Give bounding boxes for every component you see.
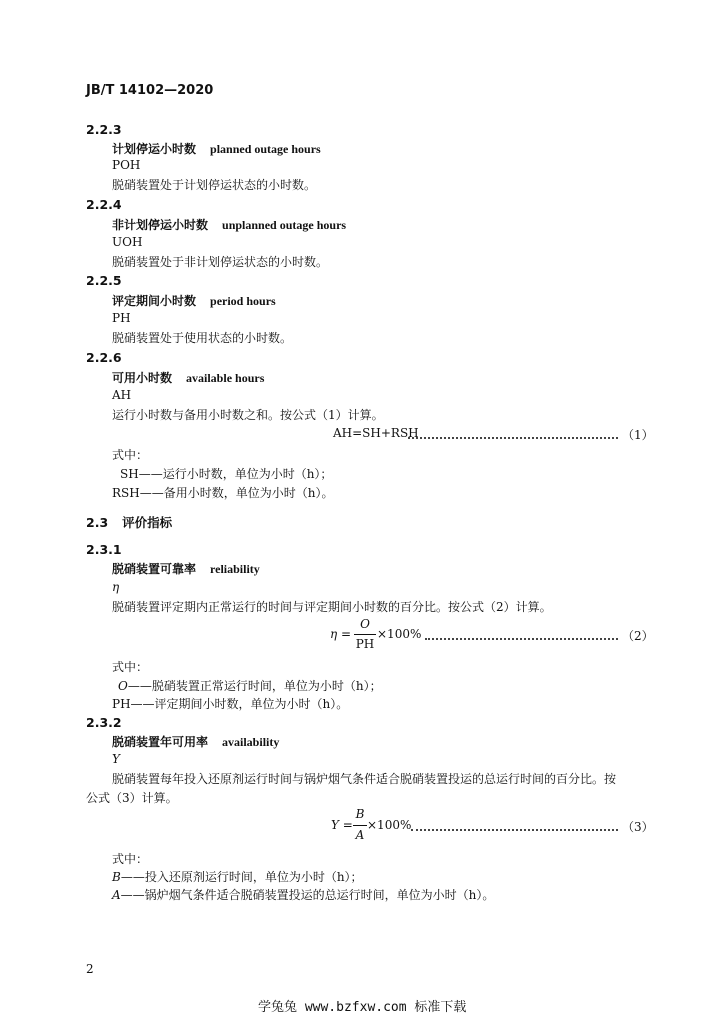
formula-rhs: ×100% [377,627,422,641]
term-en: available hours [186,371,265,385]
term-symbol: Y [112,752,120,766]
term-en: planned outage hours [210,142,321,156]
term-definition: 脱硝装置每年投入还原剂运行时间与锅炉烟气条件适合脱硝装置投运的总运行时间的百分比。按 [112,772,617,786]
formula-rhs: ×100% [367,818,412,832]
formula-denominator: PH [355,637,375,651]
fraction-bar [353,825,367,826]
term-cn: 可用小时数 [112,371,173,385]
section-number: 2.3 [86,515,109,530]
leader-dots [408,437,618,439]
term-abbreviation: UOH [112,235,143,249]
formula-denominator: A [355,828,365,842]
variable-definition [112,484,333,501]
formula-lhs: η = [330,627,352,641]
variable-definition [112,868,363,885]
formula-numerator: O [360,617,370,631]
term-heading [112,140,321,157]
variable-symbol: O [118,679,128,693]
formula-lhs: Y = [331,818,353,832]
term-heading [112,560,260,577]
term-heading [112,369,264,386]
variable-description: ——锅炉烟气条件适合脱硝装置投运的总运行时间，单位为小时（h）。 [120,888,495,902]
term-en: reliability [210,562,260,576]
term-cn: 计划停运小时数 [112,142,197,156]
section-heading [86,513,172,531]
variable-definition [118,677,382,694]
term-en: availability [222,735,280,749]
section-number: 2.3.1 [86,542,122,557]
variable-symbol: SH [120,467,139,481]
where-label: 式中： [112,852,149,866]
term-definition: 脱硝装置处于非计划停运状态的小时数。 [112,255,329,269]
term-definition: 脱硝装置处于使用状态的小时数。 [112,331,293,345]
section-number: 2.2.3 [86,122,122,137]
term-cn: 非计划停运小时数 [112,218,209,232]
variable-description: ——投入还原剂运行时间，单位为小时（h）； [120,870,363,884]
term-en: unplanned outage hours [222,218,347,232]
variable-symbol: B [112,870,121,884]
term-abbreviation: PH [112,311,131,325]
variable-definition [120,465,332,482]
term-heading [112,216,346,233]
footer-watermark-link[interactable]: 学兔兔 www.bzfxw.com 标准下载 [258,1000,467,1015]
term-cn: 脱硝装置可靠率 [112,562,197,576]
variable-description: ——运行小时数，单位为小时（h）； [138,467,333,481]
formula-1: AH=SH+RSH [333,426,419,440]
term-symbol: η [112,580,120,594]
variable-definition [112,886,494,903]
formula-number: （3） [622,820,654,834]
variable-symbol: PH [112,697,131,711]
term-definition: 运行小时数与备用小时数之和。按公式（1）计算。 [112,408,384,422]
where-label: 式中： [112,448,149,462]
term-cn: 评定期间小时数 [112,294,197,308]
term-abbreviation: POH [112,158,141,172]
leader-dots [425,638,618,640]
term-abbreviation: AH [112,388,132,402]
term-definition-continued: 公式（3）计算。 [86,791,178,805]
variable-symbol: A [112,888,121,902]
variable-symbol: RSH [112,486,140,500]
variable-description: ——脱硝装置正常运行时间，单位为小时（h）； [127,679,382,693]
variable-description: ——评定期间小时数，单位为小时（h）。 [130,697,349,711]
section-title: 评价指标 [122,515,173,530]
section-number: 2.3.2 [86,715,122,730]
formula-number: （2） [622,629,654,643]
term-heading [112,733,279,750]
formula-numerator: B [355,807,365,821]
page-number: 2 [86,962,94,976]
term-cn: 脱硝装置年可用率 [112,735,209,749]
term-definition: 脱硝装置处于计划停运状态的小时数。 [112,178,317,192]
section-number: 2.2.5 [86,273,122,288]
section-number: 2.2.6 [86,350,122,365]
term-heading [112,292,276,309]
variable-description: ——备用小时数，单位为小时（h）。 [139,486,334,500]
leader-dots [411,829,618,831]
document-number: JB/T 14102—2020 [86,83,214,98]
formula-number: （1） [622,428,654,442]
fraction-bar [354,634,376,635]
term-definition: 脱硝装置评定期内正常运行的时间与评定期间小时数的百分比。按公式（2）计算。 [112,600,552,614]
section-number: 2.2.4 [86,197,122,212]
term-en: period hours [210,294,276,308]
where-label: 式中： [112,660,149,674]
variable-definition [112,695,348,712]
